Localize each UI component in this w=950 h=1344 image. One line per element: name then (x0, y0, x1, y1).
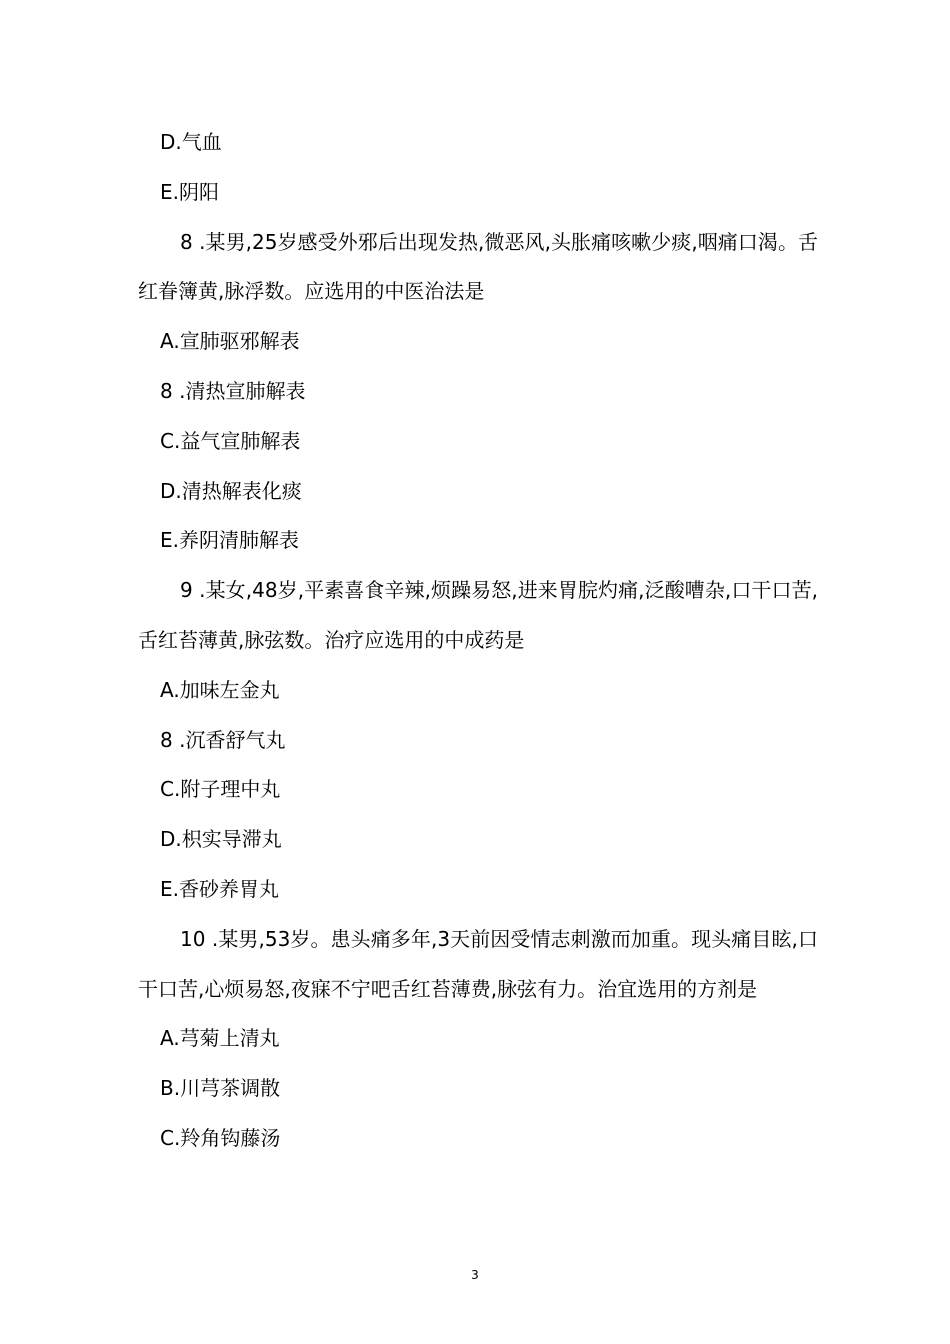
question-9-option-e: E.香砂养胃丸 (160, 876, 279, 901)
question-10-option-c: C.羚角钩藤汤 (160, 1125, 281, 1150)
question-8-option-e: E.养阴清肺解表 (160, 528, 299, 553)
question-8-option-b: 8 .清热宣肺解表 (160, 378, 306, 403)
question-8: 8 .某男,25岁感受外邪后出现发热,微恶风,头胀痛咳嗽少痰,咽痛口渴。舌红眷簿黄,脉浮数。应选用的中医治法是 (138, 229, 818, 304)
question-10-option-a: A.芎菊上清丸 (160, 1026, 280, 1051)
question-9-option-b: 8 .沉香舒气丸 (160, 727, 286, 752)
question-8-option-c: C.益气宣肺解表 (160, 428, 301, 453)
question-9-option-a: A.加味左金丸 (160, 677, 280, 702)
question-9: 9 .某女,48岁,平素喜食辛辣,烦躁易怒,进来胃脘灼痛,泛酸嘈杂,口干口苦,舌红苔薄黄,脉弦数。治疗应选用的中成药是 (138, 578, 818, 652)
option-e-yinyang: E.阴阳 (160, 179, 219, 204)
question-10: 10 .某男,53岁。患头痛多年,3天前因受情志刺激而加重。现头痛目眩,口干口苦,心烦易怒,夜寐不宁吧舌红苔薄费,脉弦有力。治宜选用的方剂是 (138, 926, 818, 1001)
page-content (138, 118, 818, 1164)
question-9-option-d: D.枳实导滞丸 (160, 827, 282, 852)
option-d-qixue: D.气血 (160, 130, 222, 154)
question-8-option-d: D.清热解表化痰 (160, 478, 302, 503)
question-9-option-c: C.附子理中丸 (160, 777, 281, 802)
question-8-option-a: A.宣肺驱邪解表 (160, 329, 300, 354)
page-number: 3 (471, 1268, 479, 1282)
question-10-option-b: B.川芎茶调散 (160, 1076, 281, 1101)
